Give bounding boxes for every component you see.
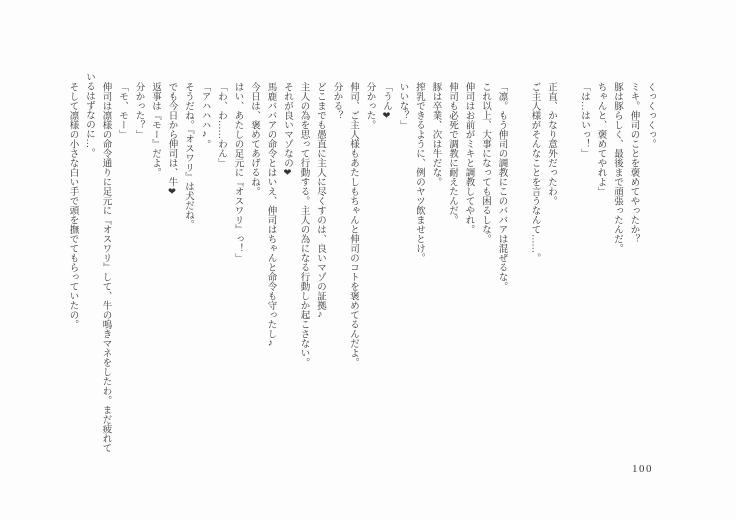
text-line: ご主人様がそんなことを言うなんて……。 [529, 81, 540, 262]
text-line: いいな？」 [397, 81, 408, 129]
text-line: でも今日から伸司は、牛❤ [166, 81, 177, 197]
text-line: これ以上、大事になっても困るしな。 [480, 81, 490, 243]
text-line: 分かった？」 [133, 81, 144, 139]
text-line: 伸司も必死で調教に耐えたんだ。 [447, 81, 457, 224]
text-line: 豚は豚らしく、最後まで頑張ったんだ。 [612, 81, 622, 253]
text-line: そうだね。『オスワリ』は犬だね。 [183, 81, 193, 229]
text-line: 「うん❤ [381, 81, 391, 121]
text-line: 搾乳できるように、例のヤツ飲ませとけ。 [414, 81, 424, 262]
text-line: 「モ、モー」 [117, 81, 127, 139]
text-line: 「凛。もう伸司の調教にこのババアは混ぜるな。 [496, 81, 507, 291]
text-line: 豚は卒業、次は牛だな。 [430, 81, 441, 186]
text-line: 馬鹿ババアの命令とはいえ、伸司はちゃんと命令も守ったし♪ [265, 81, 276, 348]
text-line: はい、あたしの足元に『オスワリ』っ！」 [232, 81, 243, 262]
vertical-text-block [64, 72, 658, 456]
text-line: 伸司はお前がミキと調教してやれ。 [463, 81, 474, 234]
text-line: 今日は、褒めてあげるね。 [249, 81, 259, 196]
text-line: そして凛様の小さな白い手で頭を撫でてもらっていたの。 [67, 81, 78, 329]
text-line: 分かった。 [364, 81, 375, 129]
text-line: いるはずなのに…。 [84, 72, 94, 158]
text-line: 「わ、わ……わん」 [216, 81, 226, 167]
text-line: 「は…はいっ！」 [579, 81, 589, 158]
text-line: それが良いマゾなの❤ [282, 81, 292, 178]
text-line: 返事は『モー』だよ。 [150, 81, 160, 177]
text-line: ミキ。伸司のことを褒めてやったか？ [628, 81, 639, 243]
text-line: ちゃんと、褒めてやれよ」 [595, 81, 606, 196]
text-line: 正直、かなり意外だったわ。 [546, 81, 556, 205]
text-line: 伸司は凛様の命令通りに足元に『オスワリ』して、牛の鳴きマネをしたわ。まだ疲れて [100, 81, 111, 452]
text-line: どこまでも愚直に主人に尽くすのは、良いマゾの証拠♪ [315, 81, 325, 320]
text-line: くっくっくっ。 [645, 81, 655, 148]
text-line: 伸司、ご主人様もあたしもちゃんと伸司のコトを褒めてるんだよ。 [348, 81, 358, 367]
page-number: 100 [632, 463, 653, 475]
text-line: 主人の為を思って行動する。主人の為になる行動しか起こさない。 [298, 81, 309, 367]
text-line: 「アハハハ♪。 [199, 81, 210, 149]
text-line: 分かる？ [331, 81, 342, 120]
